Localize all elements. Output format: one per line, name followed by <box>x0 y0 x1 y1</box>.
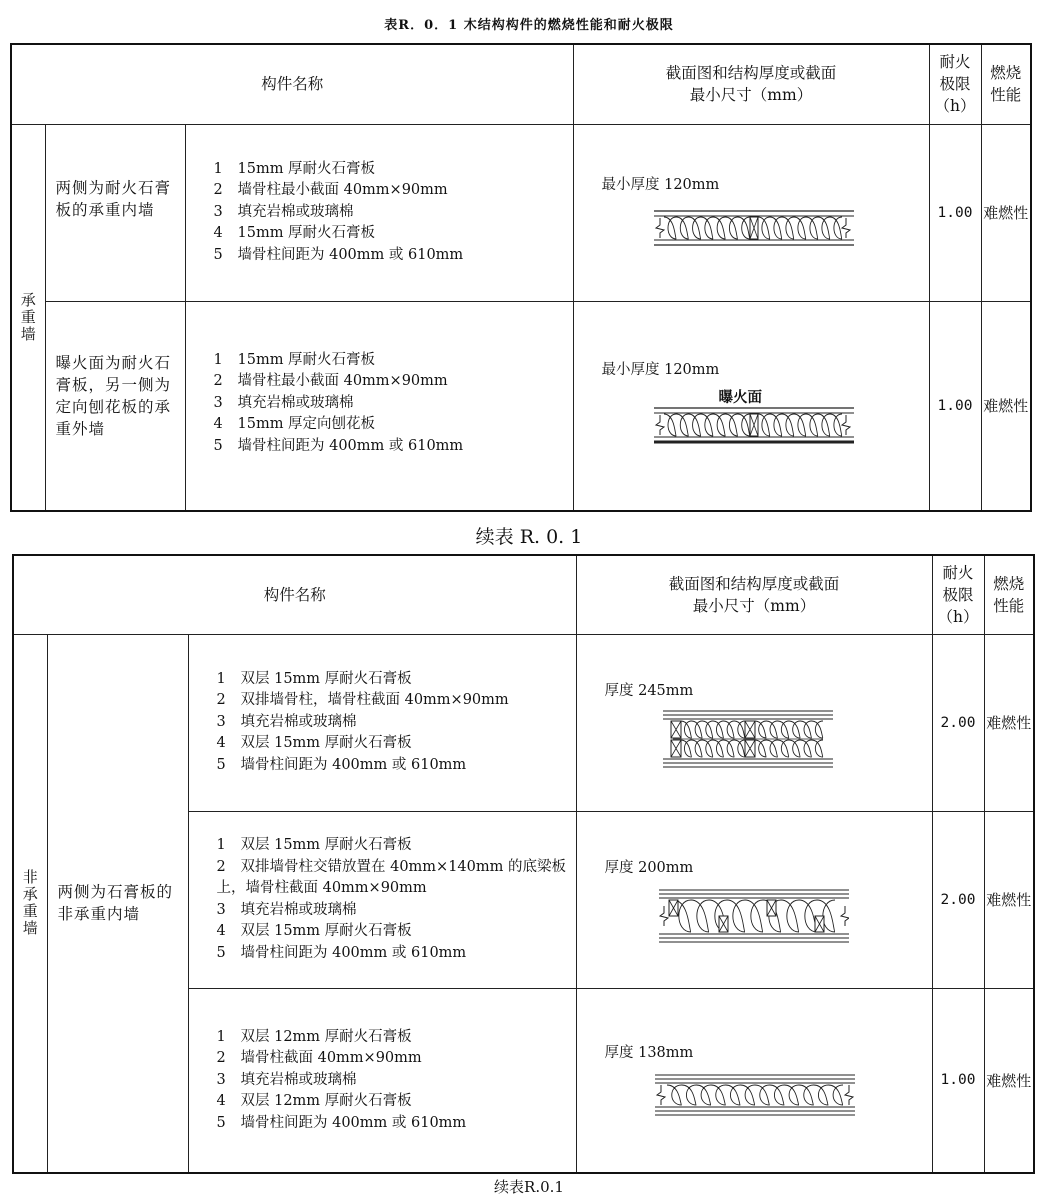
table-row <box>13 634 1034 811</box>
component-spec-list <box>188 634 576 811</box>
list-item <box>214 350 569 372</box>
list-item <box>217 1048 572 1070</box>
list-item <box>217 1027 572 1049</box>
header-component-name: 构件名称 <box>13 555 576 634</box>
item-number: 5 <box>213 246 223 263</box>
item-text: 双层 12mm 厚耐火石膏板 <box>240 1093 412 1109</box>
item-number: 1 <box>213 351 223 368</box>
item-text: 填充岩棉或玻璃棉 <box>237 203 354 220</box>
table-row <box>11 301 1031 511</box>
component-spec-list <box>188 988 576 1173</box>
header-section-line1: 截面图和结构厚度或截面 <box>665 64 837 83</box>
item-text: 墙骨柱最小截面 40mm×90mm <box>237 373 448 389</box>
combustion-value: 难燃性 <box>981 301 1031 511</box>
combustion-value: 难燃性 <box>984 811 1034 988</box>
table-caption: 表R．0．1 木结构构件的燃烧性能和耐火极限 <box>384 18 674 33</box>
item-number: 2 <box>216 858 226 875</box>
header-comb-line1: 燃烧 <box>993 574 1025 593</box>
section-figure-cell <box>576 634 932 811</box>
header-fire-line2: 极限 <box>942 585 974 604</box>
table-header-row <box>13 555 1034 634</box>
fire-limit-value: 2.00 <box>932 811 984 988</box>
header-fire-limit <box>929 44 981 124</box>
list-item <box>214 159 569 181</box>
wall-section-drawing <box>659 888 849 944</box>
item-number: 4 <box>216 923 226 939</box>
header-section-line2: 最小尺寸（mm） <box>692 596 816 615</box>
item-text: 15mm 厚耐火石膏板 <box>237 351 376 368</box>
item-text: 双层 12mm 厚耐火石膏板 <box>240 1028 412 1045</box>
item-text: 15mm 厚定向刨花板 <box>237 416 376 432</box>
thickness-label: 厚度 200mm <box>604 859 694 876</box>
item-text: 双层 15mm 厚耐火石膏板 <box>240 670 412 687</box>
item-text: 墙骨柱间距为 400mm 或 610mm <box>240 756 467 773</box>
list-item <box>214 393 569 415</box>
component-name: 两侧为耐火石膏板的承重内墙 <box>45 124 185 301</box>
item-number: 5 <box>216 756 226 773</box>
component-spec-list <box>185 301 573 511</box>
list-item <box>214 223 569 245</box>
item-number: 3 <box>216 901 226 918</box>
item-number: 2 <box>216 1050 226 1066</box>
thickness-label: 最小厚度 120mm <box>601 361 720 378</box>
list-item <box>217 755 572 777</box>
list-item <box>214 414 569 436</box>
item-text: 墙骨柱间距为 400mm 或 610mm <box>237 437 464 454</box>
header-fire-line3: （h） <box>937 607 979 626</box>
list-item <box>193 857 572 900</box>
item-number: 3 <box>216 1071 226 1088</box>
item-number: 2 <box>213 182 223 199</box>
header-comb-line1: 燃烧 <box>990 64 1022 83</box>
fire-limit-value: 1.00 <box>932 988 984 1173</box>
section-figure-cell <box>576 988 932 1173</box>
category-char: 重 <box>22 902 38 921</box>
header-component-name: 构件名称 <box>11 44 573 124</box>
item-number: 4 <box>213 225 223 242</box>
item-text: 15mm 厚耐火石膏板 <box>237 225 376 242</box>
item-text: 双层 15mm 厚耐火石膏板 <box>240 837 412 853</box>
thickness-label: 厚度 245mm <box>604 682 694 699</box>
header-comb-line2: 性能 <box>993 596 1025 615</box>
list-item <box>214 245 569 267</box>
combustion-value: 难燃性 <box>981 124 1031 301</box>
category-char: 墙 <box>20 324 36 343</box>
item-text: 墙骨柱间距为 400mm 或 610mm <box>240 1114 467 1131</box>
header-fire-line2: 极限 <box>939 75 971 94</box>
list-item <box>217 1113 572 1135</box>
item-number: 2 <box>213 373 223 389</box>
category-char: 重 <box>20 307 36 326</box>
combustion-value: 难燃性 <box>984 634 1034 811</box>
list-item <box>217 943 572 965</box>
item-number: 4 <box>213 416 223 432</box>
fire-face-label: 曝火面 <box>718 388 762 406</box>
wall-section-drawing <box>663 709 833 769</box>
item-text: 填充岩棉或玻璃棉 <box>240 1071 357 1088</box>
fire-limit-value: 1.00 <box>929 301 981 511</box>
list-item <box>214 202 569 224</box>
item-number: 1 <box>213 160 223 177</box>
thickness-label: 最小厚度 120mm <box>601 176 720 193</box>
wall-section-drawing <box>654 205 854 251</box>
list-item <box>217 1070 572 1092</box>
item-number: 4 <box>216 735 226 752</box>
item-number: 3 <box>213 394 223 411</box>
item-text: 填充岩棉或玻璃棉 <box>240 901 357 918</box>
combustion-value: 难燃性 <box>984 988 1034 1173</box>
item-number: 1 <box>216 670 226 687</box>
component-name: 两侧为石膏板的非承重内墙 <box>47 634 188 1173</box>
list-item <box>217 712 572 734</box>
item-number: 4 <box>216 1093 226 1109</box>
fire-resistance-table-1 <box>10 43 1032 512</box>
fire-limit-value: 1.00 <box>929 124 981 301</box>
header-fire-line1: 耐火 <box>942 563 974 582</box>
item-number: 2 <box>216 692 226 709</box>
header-fire-line3: （h） <box>934 97 976 116</box>
header-combustion <box>981 44 1031 124</box>
wall-section-drawing <box>654 402 854 448</box>
list-item <box>217 900 572 922</box>
list-item <box>217 669 572 691</box>
list-item <box>217 690 572 712</box>
item-number: 1 <box>216 837 226 853</box>
continued-table-caption: 续表 R. 0. 1 <box>475 526 583 548</box>
category-char: 承 <box>20 290 36 309</box>
section-figure-cell <box>576 811 932 988</box>
table-header-row <box>11 44 1031 124</box>
item-number: 3 <box>216 713 226 730</box>
item-number: 5 <box>216 1114 226 1131</box>
fire-resistance-table-2 <box>12 554 1035 1174</box>
item-number: 1 <box>216 1028 226 1045</box>
component-name: 曝火面为耐火石膏板，另一侧为定向刨花板的承重外墙 <box>45 301 185 511</box>
header-section-line2: 最小尺寸（mm） <box>689 86 813 105</box>
item-text: 填充岩棉或玻璃棉 <box>240 713 357 730</box>
item-text: 填充岩棉或玻璃棉 <box>237 394 354 411</box>
table-row <box>11 124 1031 301</box>
item-text: 双层 15mm 厚耐火石膏板 <box>240 735 412 752</box>
list-item <box>214 371 569 393</box>
fire-limit-value: 2.00 <box>932 634 984 811</box>
item-number: 3 <box>213 203 223 220</box>
item-text: 双排墙骨柱交错放置在 40mm×140mm 的底梁板上，墙骨柱截面 40mm×90mm <box>216 858 566 896</box>
item-text: 墙骨柱间距为 400mm 或 610mm <box>240 944 467 961</box>
item-text: 墙骨柱间距为 400mm 或 610mm <box>237 246 464 263</box>
list-item <box>217 835 572 857</box>
category-char: 承 <box>22 885 38 904</box>
list-item <box>214 180 569 202</box>
category-char: 非 <box>22 868 38 887</box>
list-item <box>214 436 569 458</box>
category-load-bearing-wall <box>11 124 45 511</box>
component-spec-list <box>188 811 576 988</box>
header-comb-line2: 性能 <box>990 86 1022 105</box>
list-item <box>217 921 572 943</box>
item-text: 双层 15mm 厚耐火石膏板 <box>240 923 412 939</box>
header-section <box>576 555 932 634</box>
header-section-line1: 截面图和结构厚度或截面 <box>668 574 840 593</box>
thickness-label: 厚度 138mm <box>604 1044 694 1061</box>
category-char: 墙 <box>22 919 38 938</box>
component-spec-list <box>185 124 573 301</box>
item-text: 15mm 厚耐火石膏板 <box>237 160 376 177</box>
continued-table-caption-bottom: 续表R.0.1 <box>494 1178 564 1196</box>
header-fire-limit <box>932 555 984 634</box>
item-text: 墙骨柱最小截面 40mm×90mm <box>237 182 448 199</box>
section-figure-cell <box>573 301 929 511</box>
header-section <box>573 44 929 124</box>
category-non-load-bearing-wall <box>13 634 47 1173</box>
section-figure-cell <box>573 124 929 301</box>
item-number: 5 <box>213 437 223 454</box>
header-fire-line1: 耐火 <box>939 53 971 72</box>
list-item <box>217 1091 572 1113</box>
item-number: 5 <box>216 944 226 961</box>
header-combustion <box>984 555 1034 634</box>
item-text: 墙骨柱截面 40mm×90mm <box>240 1050 422 1066</box>
list-item <box>217 733 572 755</box>
wall-section-drawing <box>655 1071 855 1121</box>
item-text: 双排墙骨柱，墙骨柱截面 40mm×90mm <box>240 692 509 709</box>
